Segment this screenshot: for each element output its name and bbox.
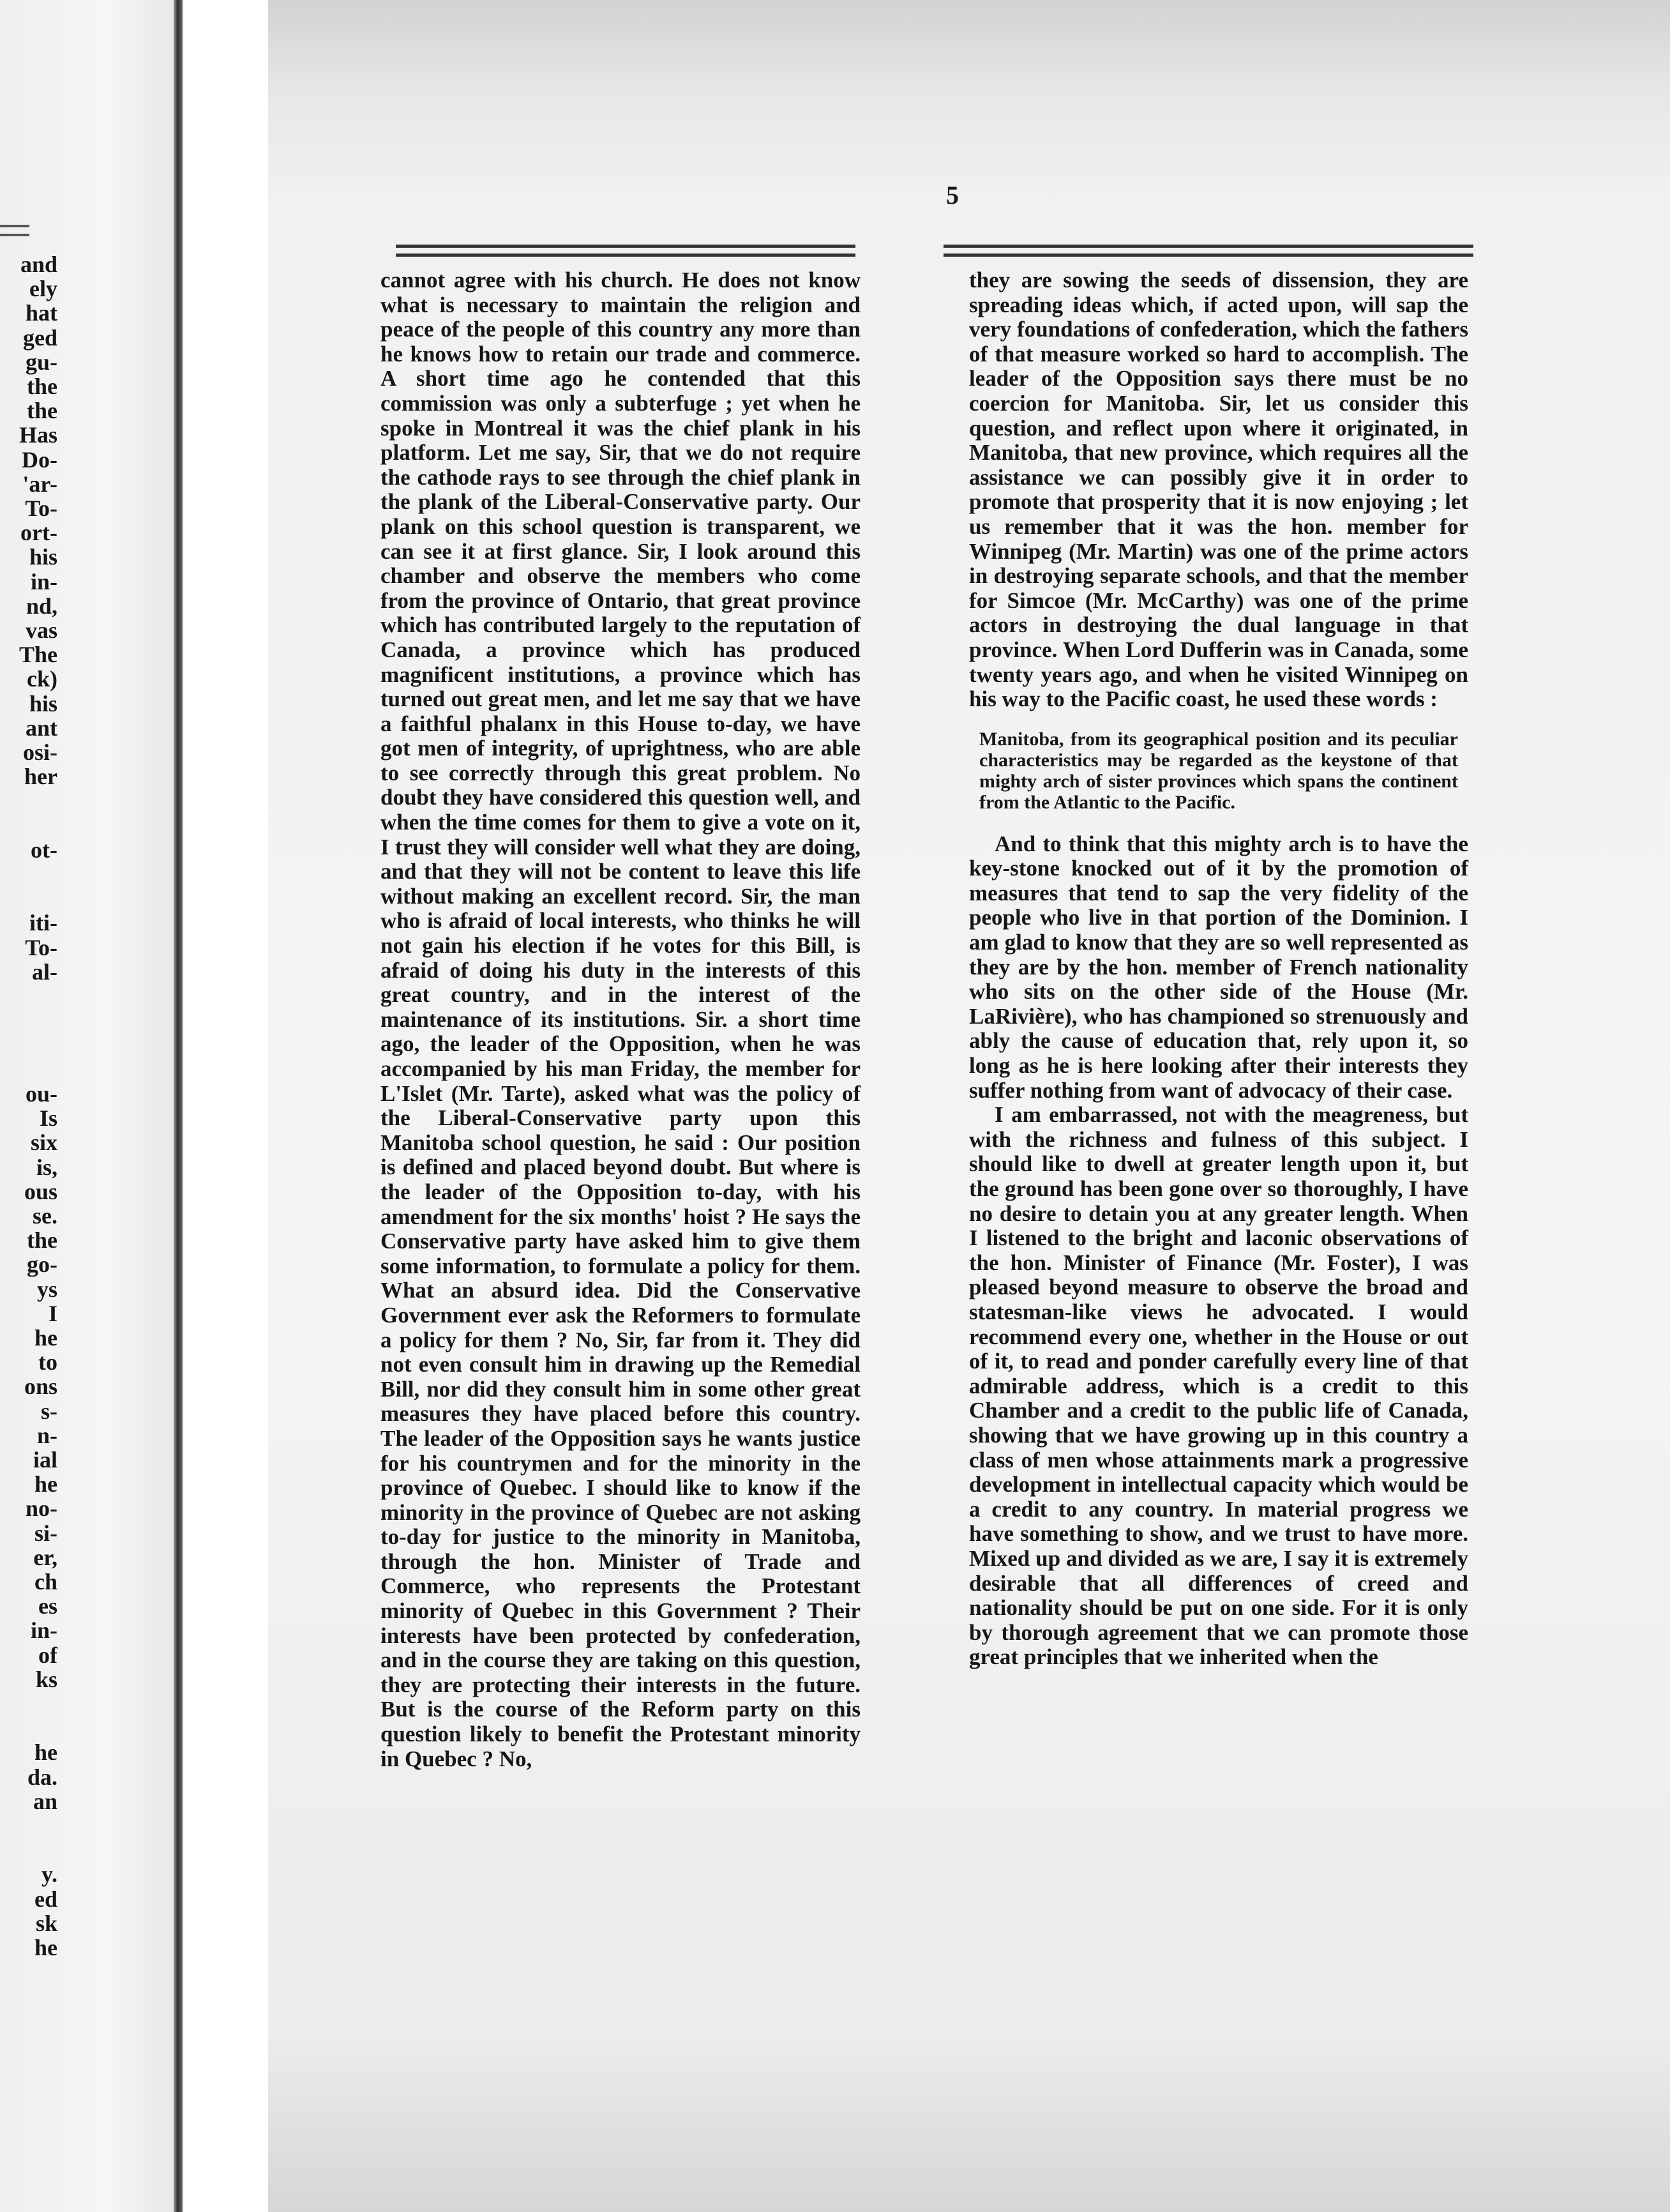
previous-page-sliver bbox=[0, 0, 181, 2212]
body-paragraph: And to think that this mighty arch is to have the key-stone knocked out of it by the promotion of measures that tend to sap the very fidelity of the people who live in that portion of the Dominion. I am glad to know that they are so well represented as they are by the hon. member of French nationality who sits on the other side of the House (Mr. LaRivière), who has championed so strenuously and ably the cause of education that, rely upon it, so long as he is here looking after their interests they suffer nothing from want of advocacy of their case. bbox=[969, 831, 1468, 1103]
sliver-rule bbox=[0, 234, 29, 236]
page-gutter bbox=[174, 0, 183, 2212]
header-rule bbox=[396, 254, 855, 257]
right-text-column bbox=[969, 268, 1468, 1670]
page-number: 5 bbox=[946, 181, 959, 209]
header-rule bbox=[944, 254, 1473, 257]
sliver-rule bbox=[0, 225, 29, 227]
header-rule bbox=[944, 245, 1473, 248]
body-paragraph: they are sowing the seeds of dissension, they are spreading ideas which, if acted upon, will sap the very foundations of confederation, which the fathers of that measure worked so hard to accomplish. The leader of the Opposition says there must be no coercion for Manitoba. Sir, let us consider this question, and reflect upon where it originated, in Manitoba, that new province, which requires all the assistance we can possibly give it in order to promote that prosperity that it is now enjoying ; let us remember that it was the hon. member for Winnipeg (Mr. Martin) was one of the prime actors in destroying separate schools, and that the member for Simcoe (Mr. McCarthy) was one of the prime actors in destroying the dual language in that province. When Lord Dufferin was in Canada, some twenty years ago, and when he visited Winnipeg on his way to the Pacific coast, he used these words : bbox=[969, 268, 1468, 712]
body-paragraph: I am embarrassed, not with the meagreness, but with the richness and fulness of this subject. I should like to dwell at greater length upon it, but the ground has been gone over so thoroughly, I have no desire to detain you at any greater length. When I listened to the bright and laconic observations of the hon. Minister of Finance (Mr. Foster), I was pleased beyond measure to observe the broad and statesman-like views he advocated. I would recommend every one, whether in the House or out of it, to read and ponder carefully every line of that admirable address, which is a credit to this Chamber and a credit to the public life of Canada, showing that we have growing up in this country a class of men whose attainments mark a progressive development in intellectual capacity which would be a credit to any country. In material progress we have something to show, and we trust to have more. Mixed up and divided as we are, I say it is extremely desirable that all differences of creed and nationality should be put on one side. For it is only by thorough agreement that we can promote those great principles that we inherited when the bbox=[969, 1102, 1468, 1670]
previous-page-text-fragments: and ely hat ged gu- the the Has Do- 'ar- To- ort- his in- nd, vas The ck) his ant osi- her ot- iti- To- al- ou- Is six is, ous se. the go- ys I he to ons s- n- ial he no- si- er, ch es in- of ks he da. an y. ed sk he bbox=[19, 252, 57, 1960]
body-paragraph: cannot agree with his church. He does not know what is necessary to maintain the religion and peace of the people of this country any more than he knows how to retain our trade and commerce. A short time ago he contended that this commission was only a subterfuge ; yet when he spoke in Montreal it was the chief plank in his platform. Let me say, Sir, that we do not require the cathode rays to see through the chief plank in the plank of the Liberal-Conservative party. Our plank on this school question is transparent, we can see it at first glance. Sir, I look around this chamber and observe the members who come from the province of Ontario, that great province which has contributed largely to the reputation of Canada, a province which has produced magnificent institutions, a province which has turned out great men, and let me say that we have a faithful phalanx in this House to-day, we have got men of integrity, of uprightness, who are able to see correctly through this great problem. No doubt they have considered this question well, and when the time comes for them to give a vote on it, I trust they will consider well what they are doing, and that they will not be content to leave this life without making an excellent record. Sir, the man who is afraid of local interests, who thinks he will not gain his election if he votes for this Bill, is afraid of doing his duty in the interests of this great country, and in the interest of the maintenance of its institutions. Sir. a short time ago, the leader of the Opposition, when he was accompanied by his man Friday, the member for L'Islet (Mr. Tarte), asked what was the policy of the Liberal-Conservative party upon this Manitoba school question, he said : Our position is defined and placed beyond doubt. But where is the leader of the Opposition to-day, with his amendment for the six months' hoist ? He says the Conservative party have asked him to give them some information, to formulate a policy for them. What an absurd idea. Did the Conservative Government ever ask the Reformers to formulate a policy for them ? No, Sir, far from it. They did not even consult him in drawing up the Remedial Bill, nor did they consult him in some other great measures they have placed before this country. The leader of the Opposition says he wants justice for his countrymen and for the minority in the province of Quebec. I should like to know if the minority in the province of Quebec are not asking to-day for justice to the minority in Manitoba, through the hon. Minister of Trade and Commerce, who represents the Protestant minority of Quebec in this Government ? Their interests have been protected by confederation, and in the course they are taking on this question, they are protecting their interests in the future. But is the course of the Reform party on this question likely to benefit the Protestant minority in Quebec ? No, bbox=[380, 268, 861, 1771]
block-quote: Manitoba, from its geographical position and its peculiar characteristics may be regarded as the keystone of that mighty arch of sister provinces which spans the continent from the Atlantic to the Pacific. bbox=[979, 728, 1458, 813]
header-rule bbox=[396, 245, 855, 248]
left-text-column bbox=[380, 268, 861, 1771]
